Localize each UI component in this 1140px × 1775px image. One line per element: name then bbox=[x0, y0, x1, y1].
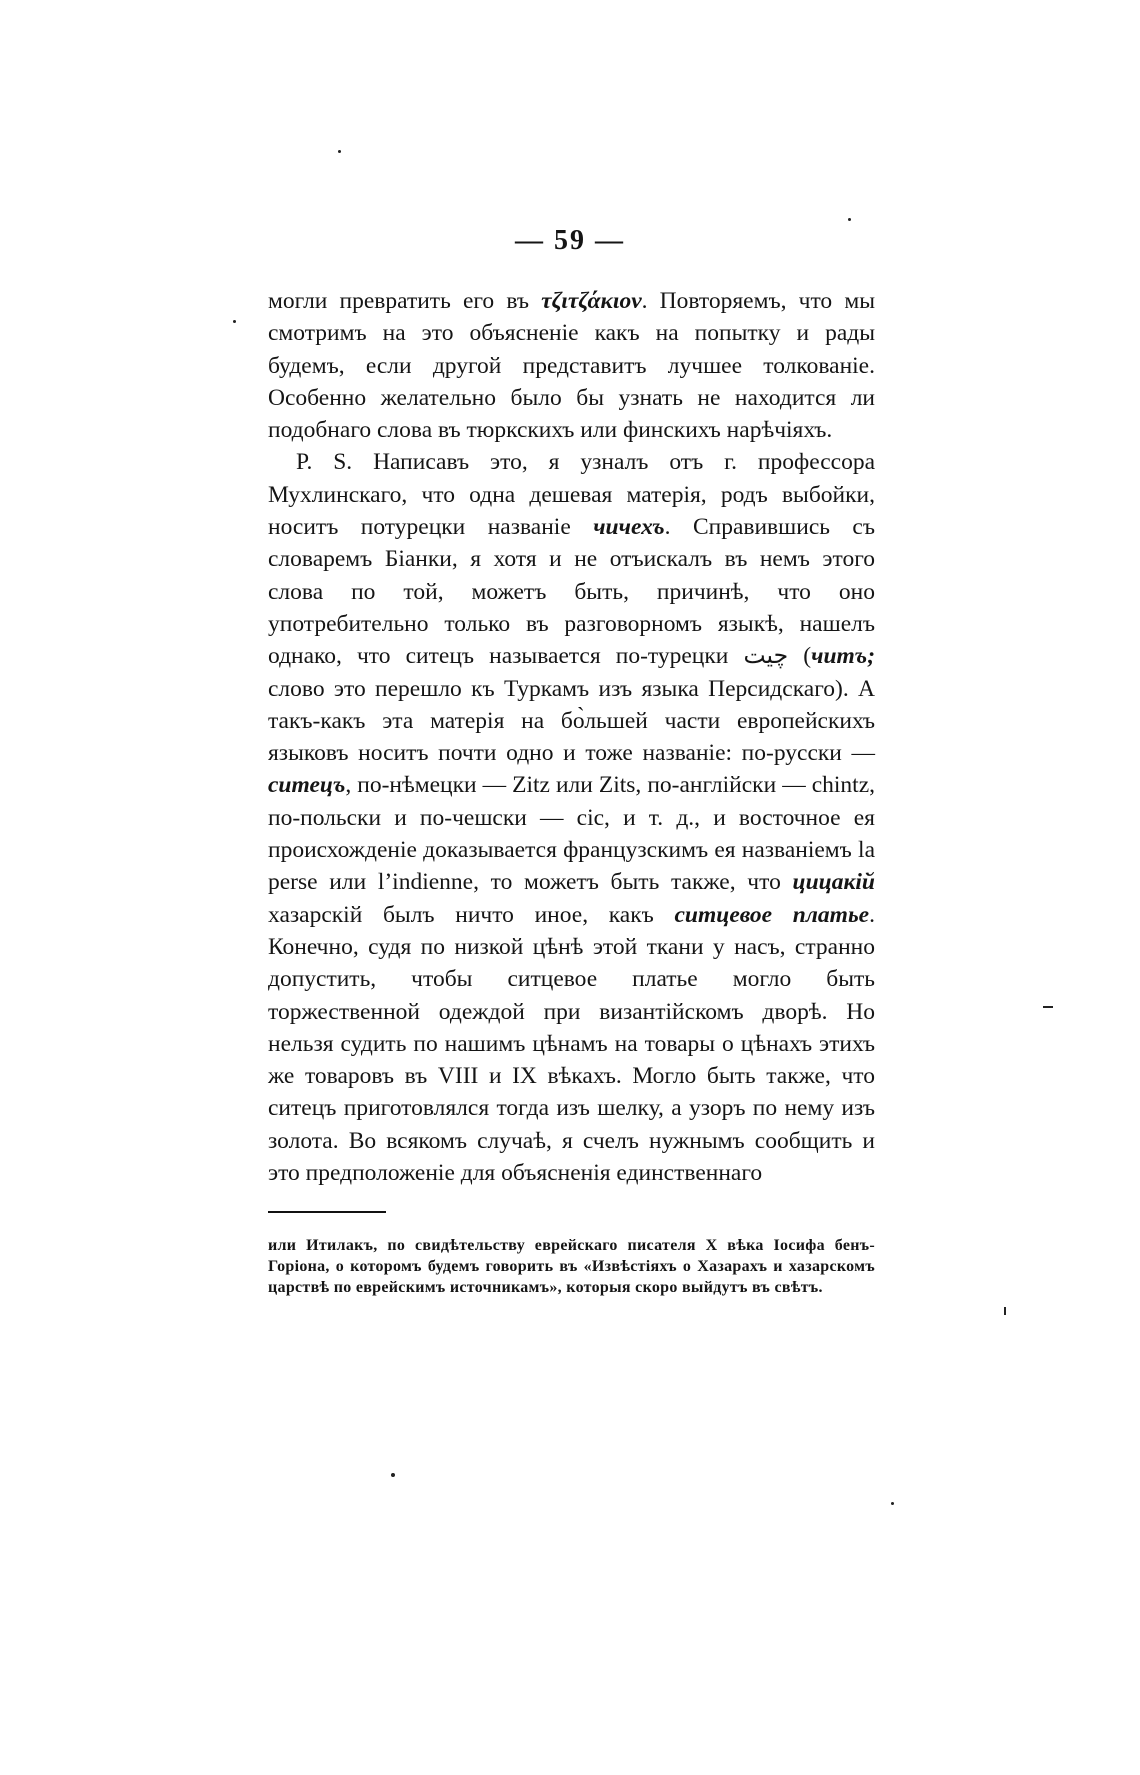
scan-speck bbox=[391, 1473, 395, 1477]
text-run: слово это перешло къ Туркамъ изъ языка Персидскаго). А такъ-какъ эта матерія на бо̀льшей части европейскихъ языковъ носитъ почти одно и тоже названіе: по-русски — bbox=[268, 675, 875, 767]
italic-term: цицакій bbox=[792, 869, 875, 896]
scan-speck bbox=[848, 218, 851, 221]
italic-term: τζιτζάκιον bbox=[541, 288, 642, 314]
paragraph-continuation bbox=[268, 285, 875, 446]
text-run: . Повторяемъ, что мы смотримъ на это объясненіе какъ на попытку и рады будемъ, если другой представитъ лучшее толкованіе. Особенно желательно было бы узнать не находится ли подобнаго слова въ тюркскихъ или финскихъ нарѣчіяхъ. bbox=[268, 288, 875, 444]
italic-term: ситецъ bbox=[268, 772, 346, 799]
page-number: — 59 — bbox=[515, 225, 625, 256]
paragraph-postscript bbox=[268, 446, 875, 1189]
text-run: ( bbox=[788, 643, 812, 670]
scan-speck bbox=[1004, 1307, 1006, 1315]
text-run: P. S. Написавъ это, я узналъ отъ г. профессора Мухлинскаго, что одна дешевая матерія, родъ выбойки, носитъ потурецки названіе bbox=[268, 449, 875, 541]
scan-speck bbox=[338, 150, 341, 153]
italic-term: ситцевое платье bbox=[674, 901, 870, 928]
text-run: . Конечно, судя по низкой цѣнѣ этой ткани у насъ, странно допустить, чтобы ситцевое платье могло быть торжественной одеждой при византійскомъ дворѣ. Но нельзя судить по нашимъ цѣнамъ на товары о цѣнахъ этихъ же товаровъ въ VIII и IX вѣкахъ. Могло быть также, что ситецъ приготовлялся тогда изъ шелку, а узоръ по нему изъ золота. Во всякомъ случаѣ, я счелъ нужнымъ сообщить и это предположеніе для объясненія единственнаго bbox=[268, 901, 875, 1187]
italic-term: чичехъ bbox=[593, 514, 665, 541]
scan-speck bbox=[233, 320, 236, 323]
scan-speck bbox=[891, 1502, 894, 1505]
main-text bbox=[268, 285, 875, 1189]
text-run: хазарскій былъ ничто иное, какъ bbox=[268, 901, 675, 928]
arabic-word: چيت bbox=[743, 643, 789, 670]
text-run: , по-нѣмецки — Zitz или Zits, по-англійски — chintz, по-польски и по-чешски — cic, и т. д., и восточное ея происхожденіе доказывается французскимъ ея названіемъ la perse или l’indienne, то можетъ быть также, что bbox=[268, 772, 875, 896]
footnote: или Итилакъ, по свидѣтельству еврейскаго писателя X вѣка Іосифа бенъ-Горіона, о которомъ будемъ говорить въ «Извѣстіяхъ о Хазарахъ и хазарскомъ царствѣ по еврейскимъ источникамъ», которыя скоро выйдутъ въ свѣтъ. bbox=[268, 1237, 875, 1296]
italic-term: читъ; bbox=[811, 643, 876, 670]
footnote-divider bbox=[268, 1211, 386, 1213]
text-run: могли превратить его въ bbox=[268, 288, 542, 314]
scan-speck bbox=[1043, 1006, 1053, 1008]
text-run: . Справившись съ словаремъ Біанки, я хотя и не отъискалъ въ немъ этого слова по той, можетъ быть, причинѣ, что оно употребительно только въ разговорномъ языкѣ, нашелъ однако, что ситецъ называется по-турецки bbox=[268, 514, 875, 670]
